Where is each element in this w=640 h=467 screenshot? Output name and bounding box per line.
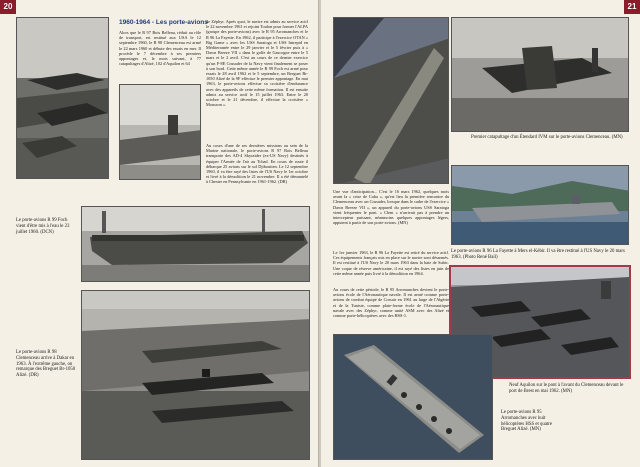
photo-aircraft-on-deck — [16, 17, 109, 179]
right-col1-text-2: Le 1er janvier 1963, le R 96 La Fayette est retiré du service actif. Ces équipements français mis en place sur le navire sont désarmés. Il est restitué à l'US Navy le 20 mars 1963 dans la baie de Subic. Une coque de réserve américaine, il est rayé des listes en juin de cette même année puis livré à la démolition en 1964. — [333, 250, 449, 276]
photo-la-fayette — [451, 165, 629, 245]
left-col2-text-2: Au cours d'une de ses dernières missions au sein de la Marine nationale, le porte-avions R 97 Bois Belleau transporte des AD-4 Skyraider (ex-US Navy) destinés à équiper l'Armée de l'air au Tchad. En cours de route il débarque 25 avions sur le sol Djiboutien. Le 12 septembre 1960, il va être rayé des listes de l'US Navy le 1er octobre et livré à la démolition le 21 novembre. Il a été démantelé à Chester en Pennsylvanie en 1961-1962. (DR) — [206, 143, 308, 185]
page-number-left: 20 — [0, 0, 16, 14]
caption-la-fayette: Le porte-avions R 96 La Fayette à Mers el-Kébir. Il va être restitué à l'US Navy le 20 mars 1963. (Photo René Bail) — [451, 249, 625, 260]
left-col1-text: Alors que le R 97 Bois Belleau, réduit au rôle de transport, est restitué aux USA le 12 septembre 1960, le R 98 Clemenceau est armé le 22 mars 1960 et débute des essais en mer. Il procède le 7 décembre à ses premiers appontages et, le mois suivant, à 77 catapultages d'Alizé, 102 d'Aquilon et 64 — [119, 30, 201, 67]
caption-aquilon: Neuf Aquilon sur le pont à l'avant du Clemenceau devant le port de Brest en mai 1962. (MN) — [509, 383, 624, 394]
caption-arromanches: Le porte-avions R 95 Arromanches avec huit hélicoptères HSS et quatre Breguet Alizé. (MN) — [501, 410, 553, 433]
photo-etendard-catapult — [451, 17, 629, 132]
photo-angled-deck — [333, 17, 449, 184]
caption-clemenceau-dakar: Le porte-avions R 98 Clemenceau arrive à Dakar en 1963. À l'extrême gauche, on remarque des Breguet Br-1050 Alizé. (DR) — [16, 350, 76, 379]
left-col2-text: de Zéphyr. Après quoi, le navire est admis au service actif le 22 novembre 1961 et rejoint Toulon pour former l'ALPA (groupe des porte-avions) avec le R 95 Arromanches et le R 96 La Fayette. En 1962, il participe à l'exercice OTAN « Big Game » avec les USS Saratoga et USS Intrepid en Méditerranée entre le 29 janvier et le 5 février puis à « Dawn Breeze VII » dans le golfe de Gascogne entre le 5 mars et le 2 avril. C'est au cours de ce dernier exercice qu'un F-8E Crusader de la Navy vient finalement se poser à son bord. Cette même année le R 99 Foch est armé pour essais le 28 avril 1962 et le 5 septembre, un Breguet Br-1050 Alizé de la 9F effectue le premier appontage. En mai 1963, le porte-avions effectue sa croisière d'endurance avec des appareils de cette même formation. Il est ensuite admis au service actif le 15 juillet 1963. Entre le 20 octobre et le 21 décembre, il effectue la croisière « Mousson ». — [206, 19, 308, 108]
photo-bois-belleau — [119, 84, 201, 180]
left-page — [0, 0, 319, 467]
right-col1-text: Une vue d'anticipation... C'est le 16 mars 1962, quelques mois avant la « crise de Cuba », qu'est lieu la première rencontre du Clemenceau avec un Crusader, lorsque dans le cadre de l'exercice « Dawn Breeze VII », un appareil du porte-avions USS Saratoga vient fréquenter le pont. « Clem » n'arrivait pas à prendre un intercepteur puissant, néanmoins quelques appontages légers, appuient à partir de son porte-avions. (MN) — [333, 189, 449, 226]
photo-foch-launch — [81, 206, 310, 282]
photo-arromanches — [333, 334, 493, 460]
right-col1-text-3: Au cours de cette période, le R 95 Arromanches devient le porte-avions école de l'Aéronautique navale. Il est armé comme porte-avions de combat équipé de Corsair en 1961 au large de l'Algérie et de la Tunisie, comme plate-forme école de l'Aéronautique navale avec des Zéphyr, comme unité ASM avec des Alizé et comme porte-hélicoptères avec des HSS-1. — [333, 287, 449, 319]
section-title: 1960-1964 - Les porte-avions — [119, 19, 208, 26]
caption-etendard: Premier catapultage d'un Étendard IVM sur le porte-avions Clemenceau. (MN) — [471, 135, 623, 140]
right-page — [321, 0, 640, 467]
photo-clemenceau-dakar — [81, 290, 310, 460]
page-number-right: 21 — [624, 0, 640, 14]
caption-foch: Le porte-avions R 99 Foch vient d'être mis à l'eau le 23 juillet 1960. (DCN) — [16, 218, 70, 235]
